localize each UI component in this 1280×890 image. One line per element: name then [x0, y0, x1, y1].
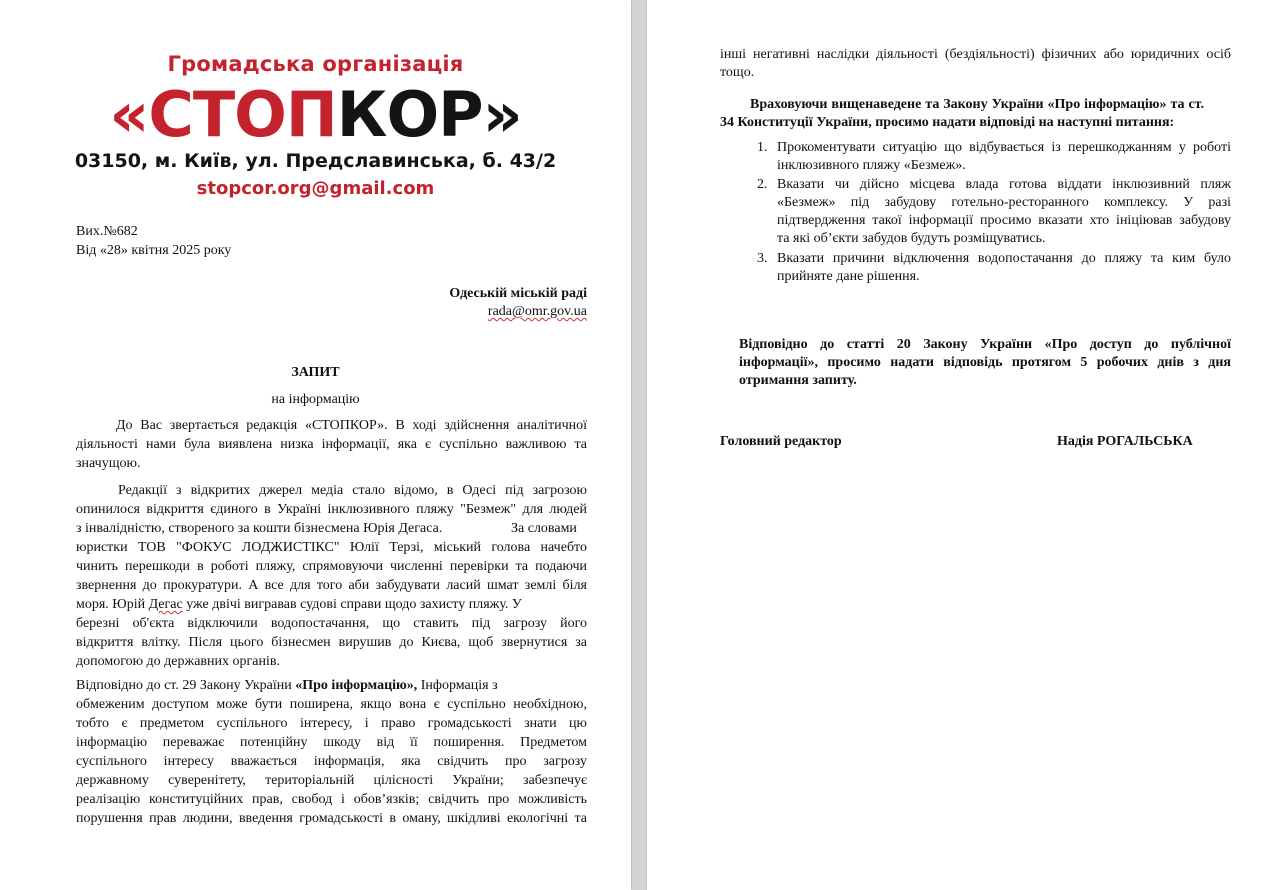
para2-line-5: чинить перешкоди в роботі пляжу, спрямовуючи численні перевірки та подаючи — [76, 559, 587, 574]
recipient-email — [488, 302, 587, 321]
question-1-line-1: Прокоментувати ситуацію що відбувається із перешкоджанням у роботі — [777, 140, 1231, 155]
brand-open-quote: « — [109, 78, 149, 151]
signature-name: Надія РОГАЛЬСЬКА — [1057, 434, 1193, 449]
brand-kor: КОР — [336, 78, 483, 151]
question-3-number: 3. — [757, 251, 768, 266]
para2-line-3a: з інвалідністю, створеного за кошти бізнесмена Юрія Дегаса. — [76, 521, 443, 536]
outgoing-number: Вих.№682 — [76, 224, 138, 239]
para2-line-2: опинилося відкриття єдиного в Україні інклюзивного пляжу "Безмеж" для людей — [76, 502, 587, 517]
para2-line-7a: моря. Юрій — [76, 597, 146, 612]
question-3-line-2: прийняте дане рішення. — [777, 269, 920, 284]
deadline-line-2: інформації», просимо надати відповідь протягом 5 робочих днів з дня — [739, 355, 1231, 370]
document-page-2 — [647, 0, 1280, 890]
para3-line-3: тобто є предметом суспільного інтересу, і право громадськості знати цю — [76, 716, 587, 731]
org-name: Громадська організація — [167, 52, 464, 76]
continuation-line-1: інші негативні наслідки діяльності (бездіяльності) фізичних або юридичних осіб — [720, 47, 1231, 62]
recipient-name: Одеській міській раді — [449, 286, 587, 301]
para3-line-2: обмеженим доступом може бути поширена, якщо вона є суспільно необхідною, — [76, 697, 587, 712]
question-1-line-2: інклюзивного пляжу «Безмеж». — [777, 158, 966, 173]
brand-close-quote: » — [482, 78, 522, 151]
org-email: stopcor.org@gmail.com — [196, 178, 435, 199]
para3-line-1 — [76, 676, 498, 695]
para3-line-8: порушення прав людини, введення громадськості в оману, шкідливі екологічні та — [76, 811, 587, 826]
request-intro-line-1: Враховуючи вищенаведене та Закону України «Про інформацію» та ст. — [750, 97, 1204, 112]
deadline-line-1: Відповідно до статті 20 Закону України «Про доступ до публічної — [739, 337, 1231, 352]
request-heading: ЗАПИТ — [291, 365, 340, 380]
para3-start: Відповідно до ст. 29 Закону України — [76, 678, 296, 693]
signature-role: Головний редактор — [720, 434, 842, 449]
para2-line-10: допомогою до державних органів. — [76, 654, 280, 669]
para3-line-5: суспільного інтересу вважається інформація, яка свідчить про загрозу — [76, 754, 587, 769]
question-2-line-4: та які об’єкти забудов будуть розміщуватись. — [777, 231, 1046, 246]
para2-line-8: березні об'єкта відключили водопостачання, що ставить під загрозу його — [76, 616, 587, 631]
question-3-line-1: Вказати причини відключення водопостачання до пляжу та ким було — [777, 251, 1231, 266]
question-2-line-3: підтвердження такої інформації просимо вказати хто ініціював забудову — [777, 213, 1231, 228]
question-2-line-1: Вказати чи дійсно місцева влада готова віддати інклюзивний пляж — [777, 177, 1231, 192]
org-address: 03150, м. Київ, ул. Предславинська, б. 43/2 — [74, 150, 557, 172]
para2-line-9: відкриття влітку. Після цього бізнесмен вирушив до Києва, щоб звернутися за — [76, 635, 587, 650]
para3-line-4: інформацію переважає потенційну шкоду від її поширення. Предметом — [76, 735, 587, 750]
para2-line-4: юристки ТОВ "ФОКУС ЛОДЖИСТІКС" Юлії Терзі, міський голова начебто — [76, 540, 587, 555]
para2-line-7b: уже двічі вигравав судові справи щодо захисту пляжу. У — [186, 597, 522, 612]
request-subheading: на інформацію — [271, 392, 360, 407]
para3-end: Інформація з — [417, 678, 498, 693]
question-2-number: 2. — [757, 177, 768, 192]
name-degas: Дегас — [148, 597, 183, 612]
para3-line-7: реалізацію конституційних прав, свобод і обов’язків; свідчить про можливість — [76, 792, 587, 807]
para3-law: «Про інформацію», — [295, 678, 418, 693]
recipient-email-text: rada@omr.gov.ua — [487, 304, 587, 319]
document-page-1 — [0, 0, 631, 890]
brand-logo — [0, 78, 631, 151]
para2-line-6: звернення до прокуратури. А все для того аби забудувати ласий шмат землі біля — [76, 578, 587, 593]
request-intro-line-2: 34 Конституції України, просимо надати відповіді на наступні питання: — [720, 115, 1175, 130]
para2-line-3b: За словами — [511, 521, 577, 536]
para1-line-2: діяльності нами була виявлена низка інформації, яка є суспільно важливою та — [76, 437, 587, 452]
para1-line-3: значущою. — [76, 456, 141, 471]
para2-line-7 — [76, 595, 522, 614]
para1-line-1: До Вас звертається редакція «СТОПКОР». В ході здійснення аналітичної — [116, 418, 587, 433]
question-1-number: 1. — [757, 140, 768, 155]
para3-line-6: державному суверенітету, територіальній цілісності України; забезпечує — [76, 773, 587, 788]
outgoing-date: Від «28» квітня 2025 року — [76, 243, 232, 258]
para2-line-1: Редакції з відкритих джерел медіа стало відомо, в Одесі під загрозою — [118, 483, 587, 498]
deadline-line-3: отримання запиту. — [739, 373, 857, 388]
brand-stop: СТОП — [148, 78, 337, 151]
continuation-line-2: тощо. — [720, 65, 755, 80]
question-2-line-2: «Безмеж» під забудову готельно-ресторанного комплексу. У разі — [777, 195, 1231, 210]
